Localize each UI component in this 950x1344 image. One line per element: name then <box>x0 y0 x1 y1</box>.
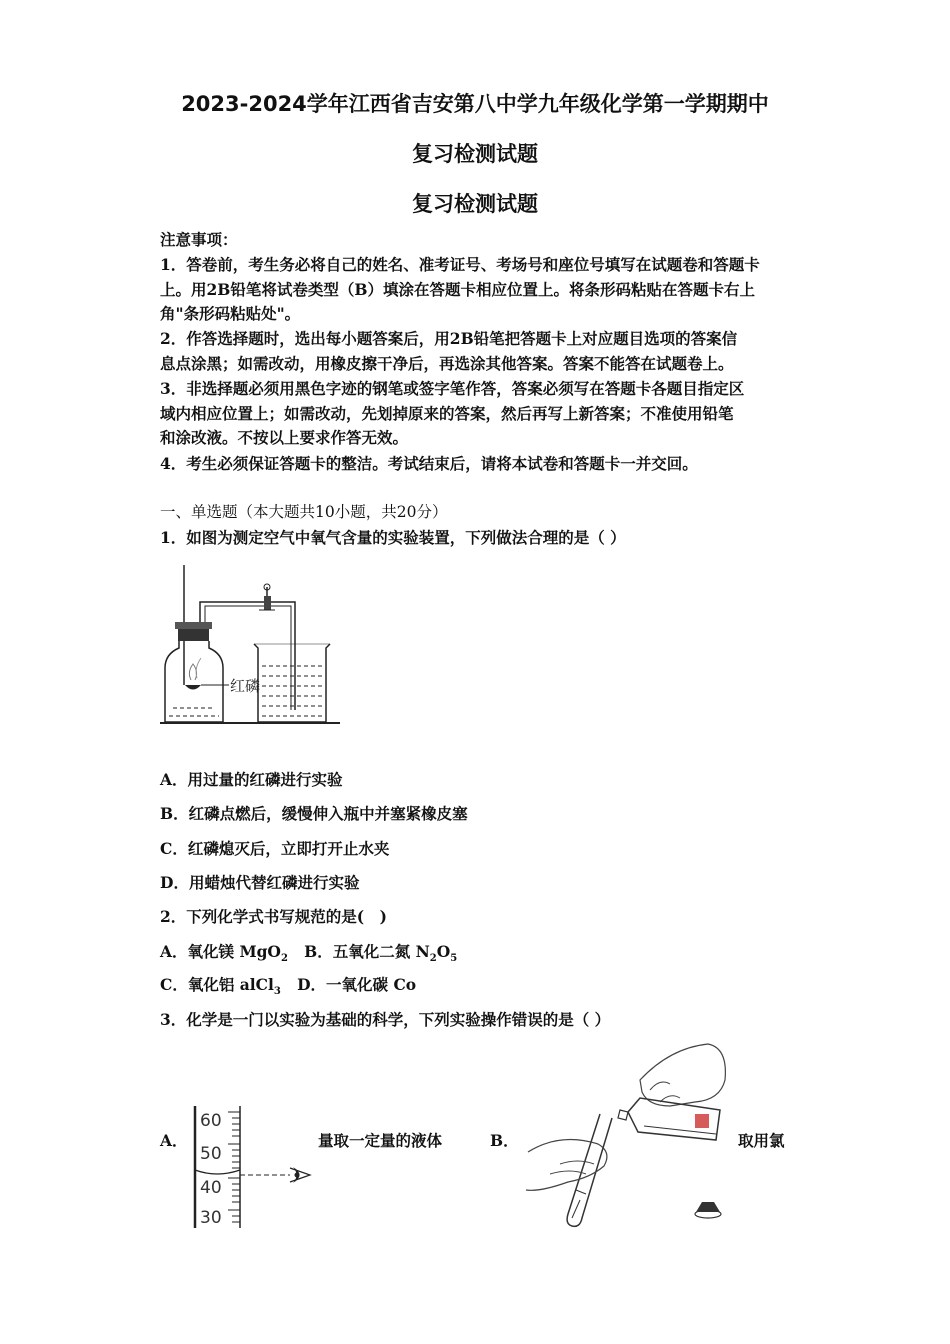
eye-icon <box>290 1167 310 1183</box>
question-1-option-d: D．用蜡烛代替红磷进行实验 <box>160 873 360 892</box>
pouring-reagent-figure <box>520 1040 735 1230</box>
notice-line: 域内相应位置上；如需改动，先划掉原来的答案，然后再写上新答案；不准使用铅笔 <box>160 404 734 423</box>
notice-line: 2．作答选择题时，选出每小题答案后，用2B铅笔把答题卡上对应题目选项的答案信 <box>160 329 738 348</box>
question-1-option-a: A．用过量的红磷进行实验 <box>160 770 343 789</box>
question-2-option-c-formula <box>239 975 281 998</box>
notice-line: 和涂改液。不按以上要求作答无效。 <box>160 428 409 447</box>
formula-text: N <box>415 942 430 961</box>
question-2-stem: 2．下列化学式书写规范的是( ) <box>160 907 387 926</box>
formula-text: alCl <box>239 975 274 994</box>
question-2-option-c-label: C．氧化铝 <box>160 975 235 994</box>
formula-text: O <box>436 942 451 961</box>
cylinder-tick-label: 40 <box>200 1178 222 1198</box>
notice-heading: 注意事项： <box>160 230 238 249</box>
question-3-option-a-text: 量取一定量的液体 <box>318 1131 443 1150</box>
notice-line: 1．答卷前，考生务必将自己的姓名、准考证号、考场号和座位号填写在试题卷和答题卡 <box>160 255 760 274</box>
question-3-stem: 3．化学是一门以实验为基础的科学，下列实验操作错误的是（ ） <box>160 1010 611 1029</box>
question-2-option-b-formula <box>415 942 458 965</box>
cylinder-tick-label: 60 <box>200 1111 222 1131</box>
exam-title-line-2: 复习检测试题 <box>412 142 538 166</box>
formula-subscript: 5 <box>450 953 458 965</box>
question-3-option-a-letter: A． <box>160 1131 188 1150</box>
notice-line: 上。用2B铅笔将试卷类型（B）填涂在答题卡相应位置上。将条形码粘贴在答题卡右上 <box>160 280 755 299</box>
question-2-options-ab <box>160 940 457 964</box>
red-phosphorus-label: 红磷 <box>230 677 261 695</box>
question-1-stem: 1．如图为测定空气中氧气含量的实验装置，下列做法合理的是（ ） <box>160 528 626 547</box>
exam-title-line-1: 2023-2024学年江西省吉安第八中学九年级化学第一学期期中 <box>181 92 769 116</box>
question-3-option-b-text: 取用氯 <box>738 1131 785 1150</box>
notice-line: 息点涂黑；如需改动，用橡皮擦干净后，再选涂其他答案。答案不能答在试题卷上。 <box>160 354 734 373</box>
formula-subscript: 3 <box>273 986 281 998</box>
graduated-cylinder-figure <box>190 1104 315 1230</box>
notice-line: 角"条形码粘贴处"。 <box>160 304 301 323</box>
question-2-option-d-formula: Co <box>393 975 417 994</box>
question-3-option-b-letter: B． <box>490 1131 519 1150</box>
cylinder-tick-label: 50 <box>200 1144 222 1164</box>
question-1-option-b: B．红磷点燃后，缓慢伸入瓶中并塞紧橡皮塞 <box>160 804 468 823</box>
question-2-option-a-formula <box>239 942 288 965</box>
question-2-option-d-label: D．一氧化碳 <box>297 975 389 994</box>
question-2-option-a-label: A．氧化镁 <box>160 942 235 961</box>
question-1-option-c: C．红磷熄灭后，立即打开止水夹 <box>160 839 390 858</box>
exam-title-line-3: 复习检测试题 <box>412 192 538 216</box>
oxygen-apparatus-figure <box>155 560 345 728</box>
formula-subscript: 2 <box>429 953 437 965</box>
notice-line: 3．非选择题必须用黑色字迹的钢笔或签字笔作答，答案必须写在答题卡各题目指定区 <box>160 379 745 398</box>
notice-line: 4．考生必须保证答题卡的整洁。考试结束后，请将本试卷和答题卡一并交回。 <box>160 454 698 473</box>
formula-subscript: 2 <box>280 953 288 965</box>
question-2-option-b-label: B．五氧化二氮 <box>304 942 411 961</box>
formula-text: MgO <box>239 942 281 961</box>
cylinder-tick-label: 30 <box>200 1208 222 1228</box>
question-2-options-cd <box>160 973 416 997</box>
section-heading: 一、单选题（本大题共10小题，共20分） <box>160 503 448 521</box>
